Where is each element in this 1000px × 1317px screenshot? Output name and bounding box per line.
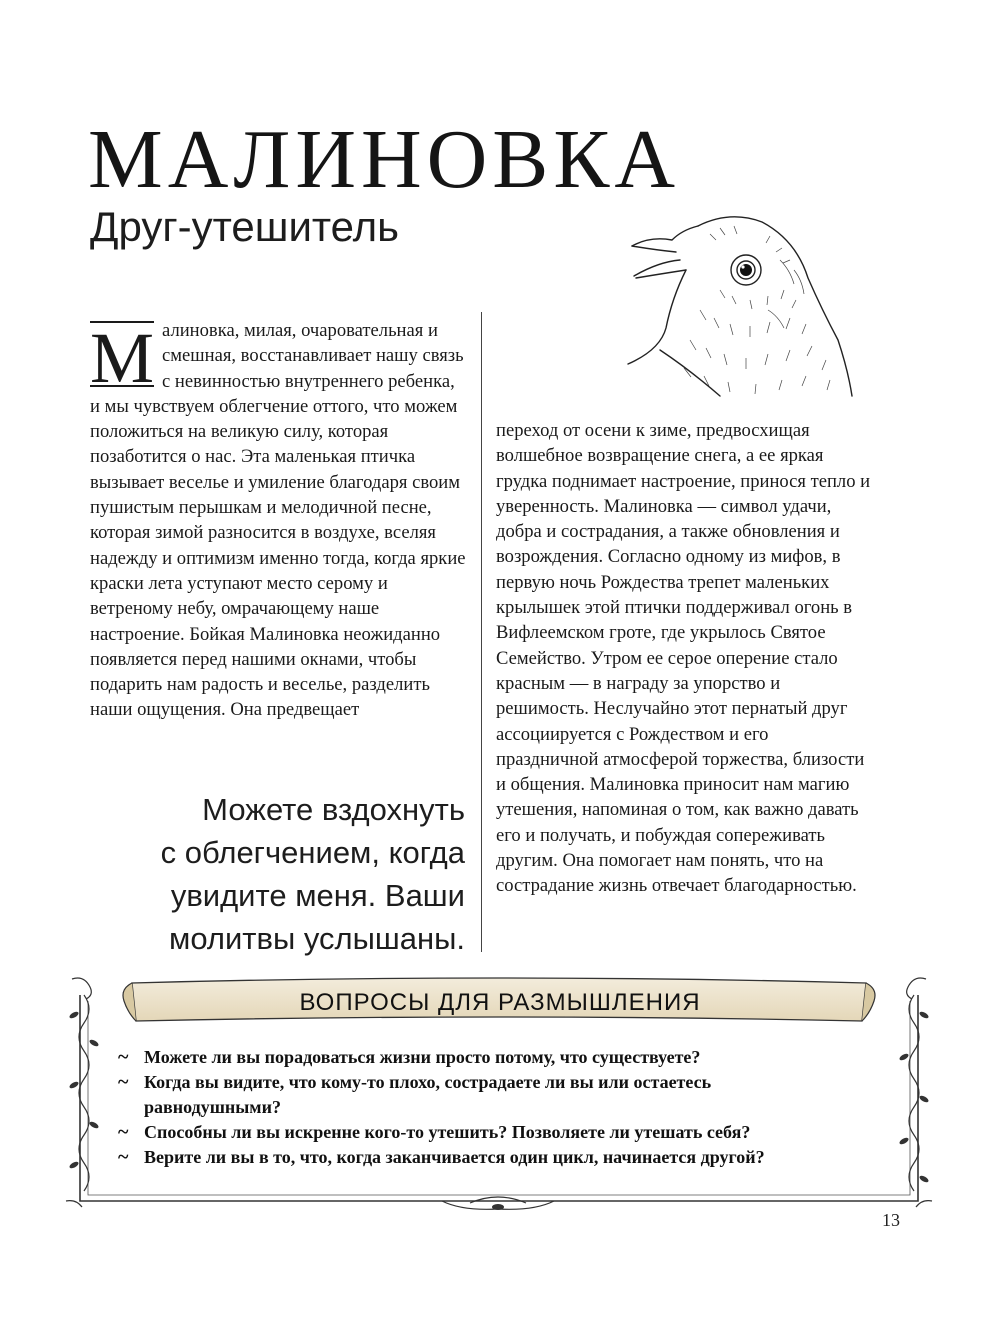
reflection-questions — [118, 1045, 838, 1170]
column-divider — [481, 312, 482, 952]
body-text-right: переход от осени к зиме, предвосхищая волшебное возвращение снега, а ее яркая грудка поднимает настроение, принося тепло и уверенность. Малиновка — символ удачи, добра и сострадания, а также обновления и возрождения. Согласно одному из мифов, в первую ночь Рождества трепет маленьких крылышек этой птички поддерживал огонь в Вифлеемском гроте, где укрылось Святое Семейство. Утром ее серое оперение стало красным — в награду за упорство и решимость. Неслучайно этот пернатый друг ассоциируется с Рождеством и его праздничной атмосферой торжества, близости и общения. Малиновка приносит нам магию утешения, напоминая о том, как важно давать его и получать, и побуждая сопереживать другим. Она помогает нам понять, что на сострадание жизнь отвечает благодарностью. — [496, 420, 871, 897]
list-item: ~ Когда вы видите, что кому-то плохо, сострадаете ли вы или остаетесь равнодушными? — [118, 1071, 712, 1117]
list-item: ~ Можете ли вы порадоваться жизни просто потому, что существуете? — [118, 1046, 701, 1068]
page-title: МАЛИНОВКА — [88, 113, 681, 206]
robin-head-sketch-icon — [600, 200, 862, 400]
page-number: 13 — [882, 1210, 900, 1230]
reflection-heading: ВОПРОСЫ ДЛЯ РАЗМЫШЛЕНИЯ — [299, 989, 701, 1016]
drop-cap: М — [90, 318, 155, 398]
quote-line: молитвы услышаны. — [169, 921, 465, 956]
pull-quote — [140, 788, 465, 960]
tilde-bullet-icon: ~ — [118, 1046, 129, 1068]
list-item: ~ Верите ли вы в то, что, когда заканчивается один цикл, начинается другой? — [118, 1146, 765, 1168]
quote-line: увидите меня. Ваши — [170, 878, 465, 913]
tilde-bullet-icon: ~ — [118, 1071, 129, 1093]
body-text-left: алиновка, милая, очаровательная и смешная, восстанавливает нашу связь с невинностью внутреннего ребенка, и мы чувствуем облегчение оттого, что можем положиться на великую силу, которая позаботится о нас. Эта маленькая птичка вызывает веселье и умиление благодаря своим пушистым перышкам и мелодичной песне, которая зимой разносится в воздухе, вселяя надежду и оптимизм именно тогда, когда яркие краски лета уступают место серому и ветреному небу, омрачающему наше настроение. Бойкая Малиновка неожиданно появляется перед нашими окнами, чтобы подарить нам радость и веселье, разделить наши ощущения. Она предвещает — [90, 320, 466, 721]
body-column-left — [90, 318, 468, 723]
tilde-bullet-icon: ~ — [118, 1121, 129, 1143]
page-subtitle: Друг-утешитель — [90, 203, 400, 250]
list-item: ~ Способны ли вы искренне кого-то утешить? Позволяете ли утешать себя? — [118, 1121, 751, 1143]
quote-line: Можете вздохнуть — [202, 792, 465, 827]
body-column-right — [496, 418, 874, 899]
quote-line: с облегчением, когда — [160, 835, 465, 870]
tilde-bullet-icon: ~ — [118, 1146, 129, 1168]
